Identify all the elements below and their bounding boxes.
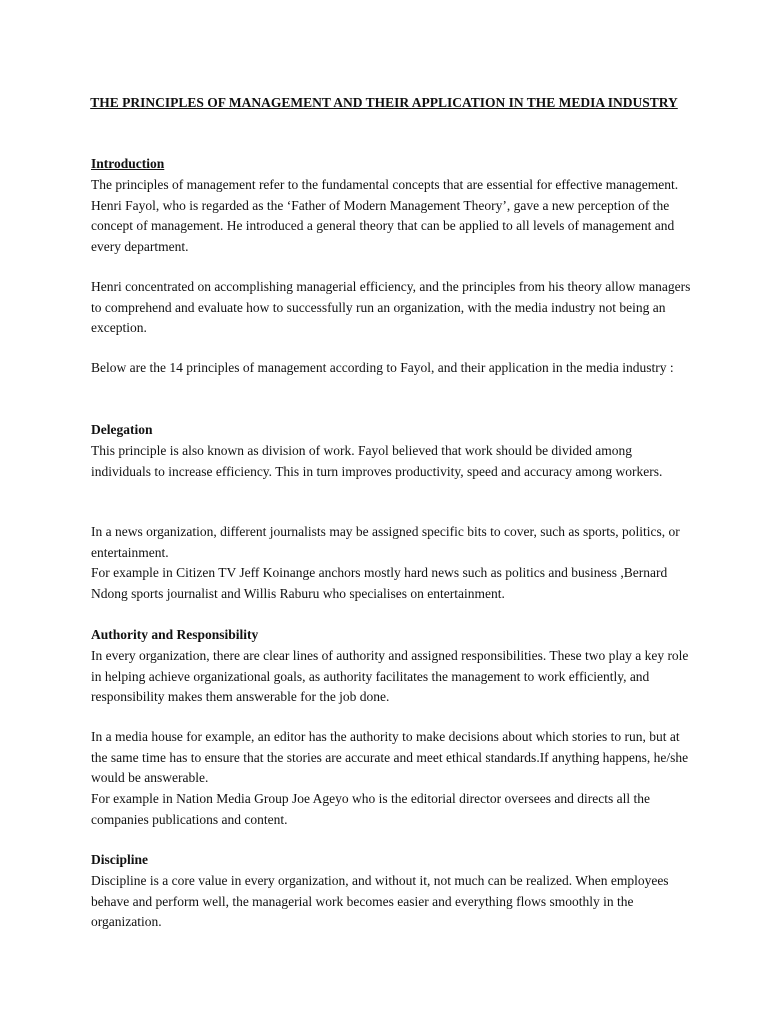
introduction-paragraph-1: The principles of management refer to the fundamental concepts that are essential for effective management. Henri Fayol, who is regarded as the ‘Father of Modern Management Theory’, gave a new perception of the concept of management. He introduced a general theory that can be applied to all levels of management and every department. [91, 177, 679, 254]
introduction-paragraph-3: Below are the 14 principles of management according to Fayol, and their application in the media industry : [91, 360, 674, 375]
discipline-heading: Discipline [91, 852, 149, 867]
authority-paragraph-1: In every organization, there are clear lines of authority and assigned responsibilities. These two play a key role in helping achieve organizational goals, as authority facilitates the management to work efficiently, and responsibility makes them answerable for the job done. [91, 648, 689, 705]
delegation-heading: Delegation [91, 422, 153, 437]
authority-paragraph-3: For example in Nation Media Group Joe Ageyo who is the editorial director oversees and directs all the companies publications and content. [91, 791, 650, 827]
authority-heading: Authority and Responsibility [91, 627, 259, 642]
authority-paragraph-2: In a media house for example, an editor has the authority to make decisions about which stories to run, but at the same time has to ensure that the stories are accurate and meet ethical standards.If anything happens, he/she would be answerable. [91, 729, 689, 786]
delegation-paragraph-2: In a news organization, different journalists may be assigned specific bits to cover, such as sports, politics, or entertainment. [91, 524, 680, 560]
document-title: THE PRINCIPLES OF MANAGEMENT AND THEIR APPLICATION IN THE MEDIA INDUSTRY [90, 95, 678, 110]
introduction-heading: Introduction [91, 156, 165, 171]
delegation-paragraph-1: This principle is also known as division of work. Fayol believed that work should be divided among individuals to increase efficiency. This in turn improves productivity, speed and accuracy among workers. [91, 443, 663, 479]
discipline-paragraph-1: Discipline is a core value in every organization, and without it, not much can be realized. When employees behave and perform well, the managerial work becomes easier and everything flows smoothly in the organization. [91, 873, 669, 930]
introduction-paragraph-2: Henri concentrated on accomplishing managerial efficiency, and the principles from his theory allow managers to comprehend and evaluate how to successfully run an organization, with the media industry not being an exception. [91, 279, 691, 336]
delegation-paragraph-3: For example in Citizen TV Jeff Koinange anchors mostly hard news such as politics and business ,Bernard Ndong sports journalist and Willis Raburu who specialises on entertainment. [91, 565, 668, 601]
